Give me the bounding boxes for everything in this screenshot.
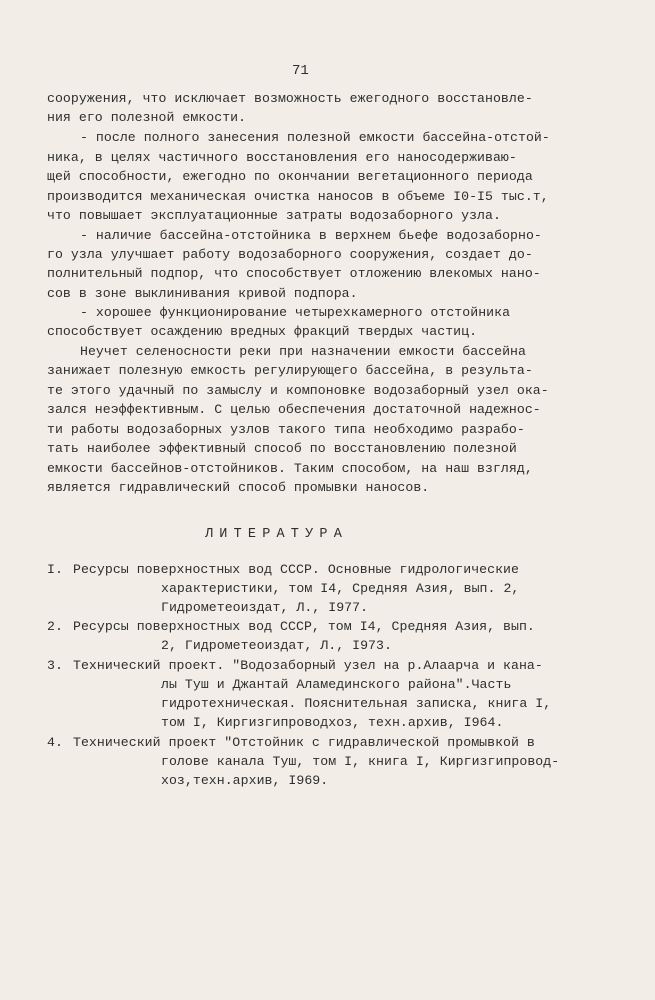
body-line: - хорошее функционирование четырехкамерного отстойника xyxy=(80,305,511,320)
body-line: производится механическая очистка наносов в объеме I0-I5 тыс.т, xyxy=(47,189,549,204)
reference-line: Ресурсы поверхностных вод СССР. Основные гидрологические xyxy=(73,562,519,577)
body-line: - после полного занесения полезной емкости бассейна-отстой- xyxy=(80,130,550,145)
reference-line: 2, Гидрометеоиздат, Л., I973. xyxy=(161,638,392,653)
reference-line: гидротехническая. Пояснительная записка, книга I, xyxy=(161,696,552,711)
body-line: тать наиболее эффективный способ по восстановлению полезной xyxy=(47,441,517,456)
reference-line: лы Туш и Джантай Аламединского района".Часть xyxy=(161,677,512,692)
reference-number: 3. xyxy=(47,658,63,673)
body-line: - наличие бассейна-отстойника в верхнем бьефе водозаборно- xyxy=(80,228,542,243)
body-line: полнительный подпор, что способствует отложению влекомых нано- xyxy=(47,266,541,281)
reference-number: 4. xyxy=(47,735,63,750)
body-line: сов в зоне выклинивания кривой подпора. xyxy=(47,286,358,301)
body-line: ника, в целях частичного восстановления его наносодерживаю- xyxy=(47,150,517,165)
body-line: щей способности, ежегодно по окончании вегетационного периода xyxy=(47,169,533,184)
body-line: ния его полезной емкости. xyxy=(47,110,247,125)
page-number: 71 xyxy=(292,63,309,79)
reference-line: голове канала Туш, том I, книга I, Киргизгипровод- xyxy=(161,754,560,769)
body-line: Неучет селеносности реки при назначении емкости бассейна xyxy=(80,344,526,359)
body-line: емкости бассейнов-отстойников. Таким способом, на наш взгляд, xyxy=(47,461,533,476)
body-line: что повышает эксплуатационные затраты водозаборного узла. xyxy=(47,208,501,223)
body-line: ти работы водозаборных узлов такого типа необходимо разрабо- xyxy=(47,422,525,437)
reference-line: том I, Киргизгипроводхоз, техн.архив, I964. xyxy=(161,715,504,730)
body-line: зался неэффективным. С целью обеспечения достаточной надежнос- xyxy=(47,402,541,417)
body-line: го узла улучшает работу водозаборного сооружения, создает до- xyxy=(47,247,533,262)
reference-line: Ресурсы поверхностных вод СССР, том I4, Средняя Азия, вып. xyxy=(73,619,535,634)
reference-line: Технический проект. "Водозаборный узел на р.Алаарча и кана- xyxy=(73,658,543,673)
reference-number: 2. xyxy=(47,619,63,634)
reference-line: характеристики, том I4, Средняя Азия, вып. 2, xyxy=(161,581,520,596)
reference-line: Гидрометеоиздат, Л., I977. xyxy=(161,600,369,615)
body-line: сооружения, что исключает возможность ежегодного восстановле- xyxy=(47,91,533,106)
reference-number: I. xyxy=(47,562,63,577)
reference-line: хоз,техн.архив, I969. xyxy=(161,773,329,788)
body-line: способствует осаждению вредных фракций твердых частиц. xyxy=(47,324,478,339)
reference-line: Технический проект "Отстойник с гидравлической промывкой в xyxy=(73,735,535,750)
body-line: те этого удачный по замыслу и компоновке водозаборный узел ока- xyxy=(47,383,549,398)
body-line: занижает полезную емкость регулирующего бассейна, в результа- xyxy=(47,363,533,378)
body-line: является гидравлический способ промывки наносов. xyxy=(47,480,430,495)
references-heading: ЛИТЕРАТУРА xyxy=(205,527,349,542)
